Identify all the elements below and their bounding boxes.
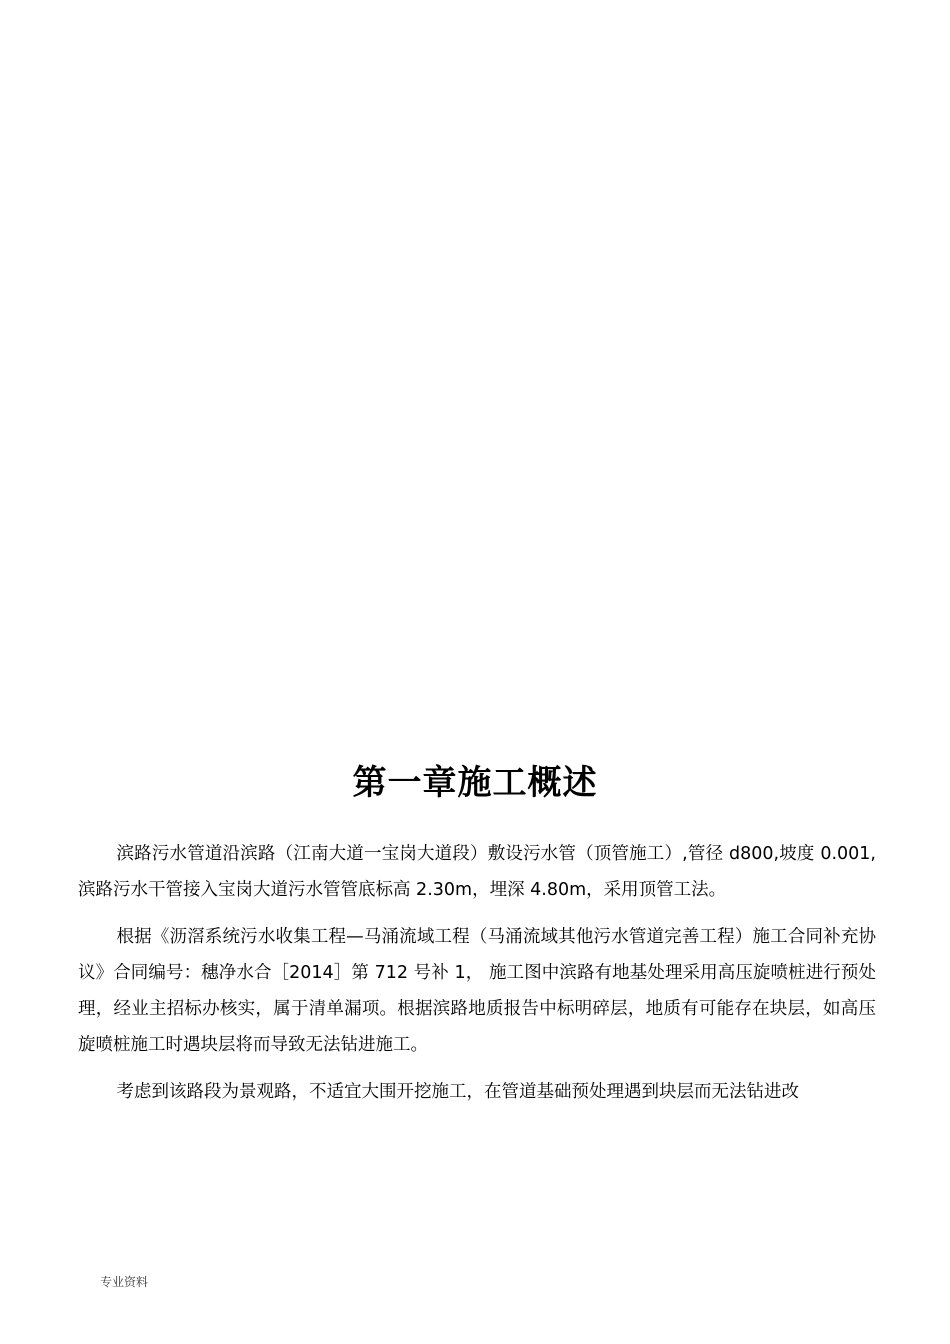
paragraph-3: 考虑到该路段为景观路，不适宜大围开挖施工，在管道基础预处理遇到块层而无法钻进改 [116,1082,799,1102]
paragraph-2: 根据《沥滘系统污水收集工程—马涌流域工程（马涌流域其他污水管道完善工程）施工合同补充协议》合同编号：穗净水合［2014］第 712 号补 1， 施工图中滨路有地基处理采用高压旋喷桩进行预处理，经业主招标办核实，属于清单漏项。根据滨路地质报告中标明碎层，地质有可能存在块层，如高压旋喷桩施工时遇块层将而导致无法钻进施工。 [78,927,876,1055]
paragraph-1: 滨路污水管道沿滨路（江南大道一宝岗大道段）敷设污水管（顶管施工）,管径 d800,坡度 0.001,滨路污水干管接入宝岗大道污水管管底标高 2.30m，埋深 4.80m，采用顶管工法。 [78,844,876,900]
page-footer: 专业资料 [100,1275,149,1289]
body-text [78,836,876,1121]
chapter-title: 第一章施工概述 [352,762,598,803]
